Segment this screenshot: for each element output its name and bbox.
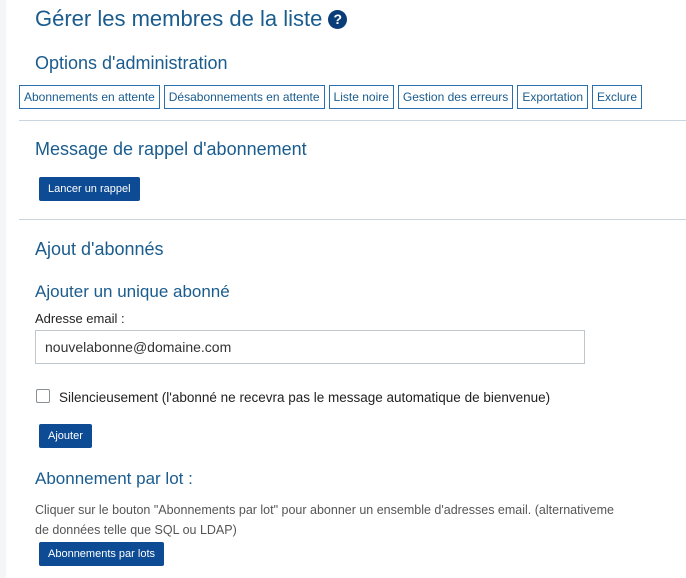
section-divider	[19, 219, 686, 220]
page-title: Gérer les membres de la liste	[35, 6, 323, 31]
reminder-title: Message de rappel d'abonnement	[35, 139, 307, 159]
tab-export[interactable]: Exportation	[517, 85, 588, 109]
tab-pending-unsubscriptions[interactable]: Désabonnements en attente	[164, 85, 325, 109]
add-subscribers-title: Ajout d'abonnés	[35, 239, 164, 259]
batch-subscribe-button[interactable]: Abonnements par lots	[39, 542, 164, 566]
add-single-subscriber-title: Ajouter un unique abonné	[35, 282, 230, 301]
tab-pending-subscriptions[interactable]: Abonnements en attente	[19, 85, 160, 109]
left-gutter	[0, 0, 6, 578]
tab-exclude[interactable]: Exclure	[592, 85, 642, 109]
section-divider	[19, 120, 686, 121]
batch-subscription-title: Abonnement par lot :	[35, 469, 193, 488]
batch-description	[35, 500, 686, 540]
batch-description-line: de données telle que SQL ou LDAP)	[35, 523, 237, 537]
admin-options-tabs	[19, 85, 642, 109]
quiet-checkbox-label[interactable]: Silencieusement (l'abonné ne recevra pas le message automatique de bienvenue)	[59, 390, 551, 405]
email-field-label: Adresse email :	[35, 311, 125, 326]
add-button[interactable]: Ajouter	[39, 424, 92, 448]
question-circle-icon[interactable]: ?	[328, 10, 347, 29]
tab-blacklist[interactable]: Liste noire	[329, 85, 394, 109]
batch-description-line: Cliquer sur le bouton "Abonnements par lot" pour abonner un ensemble d'adresses email. (alternativeme	[35, 503, 614, 517]
page-header	[35, 6, 347, 32]
email-field[interactable]	[35, 330, 585, 364]
send-reminder-button[interactable]: Lancer un rappel	[39, 177, 140, 201]
admin-options-title: Options d'administration	[35, 53, 228, 73]
tab-bounce-management[interactable]: Gestion des erreurs	[398, 85, 513, 109]
quiet-checkbox[interactable]	[36, 389, 50, 403]
